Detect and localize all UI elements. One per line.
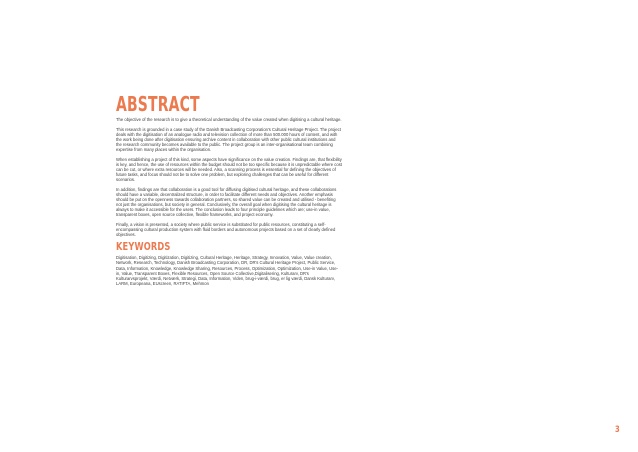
- abstract-paragraph-5: Finally, a vision is presented, a society where public service is substituted for public resources, constituting a self-encompassing cultural production system with fluid borders and autonomous projects based on a set of clearly defined objectives.: [116, 221, 336, 237]
- abstract-heading: ABSTRACT: [116, 92, 200, 116]
- text-column: [116, 94, 342, 286]
- keywords-list: Digitisation, Digitizing, Digitization, Digitizing, Cultural Heritage, Heritage, Strategy, Innovation, Value, Value creation, Network, Research, Technology, Danish Broadcasting Corporation, DR, DR's Cultural Heritage Project, Public Service, Data, Information, Knowledge, Knowledge Sharing, Resources, Process, Optimization, Optimization, Use-in Value, Use-in, Value, Transparent Boxes, Flexible Resources, Open Source Collective,Digitalisering, Kulturarv, DR's Kulturarvsprojekt, Værdi, Netværk, Strategi, Data, Information, Viden, brug-i-værdi, brug, er lig værdi, Dansk Kulturarv, LARM, Europeana, EUscreen, RATIFTA, Mehmon: [116, 255, 338, 286]
- page-number: 3: [615, 425, 620, 435]
- abstract-paragraph-1: The objective of the research is to give a theoretical understanding of the value created when digitising a cultural heritage.: [116, 117, 342, 122]
- abstract-paragraph-4: In addition, findings are that collaboration is a good tool for diffusing digitised cultural heritage, and these collaborations should have a variable, decentralized structure, in order to facilitate different needs and objectives. Another emphasis should be put on the openness towards collaboration partners, so shared value can be created and utilised - benefiting not just the organisations, but society in general. Conclusively, the overall goal when digitising the cultural heritage is always to make it accessible for the users. The conclusion leads to four principle guidelines which are; use-in value, transparent boxes, open source collective, flexible frameworks, and project economy.: [116, 186, 337, 217]
- abstract-paragraph-2: This research is grounded in a case study of the Danish Broadcasting Corporation's Cultural Heritage Project. The project deals with the digitisation of an analogue radio and television collection of more than 500.000 hours of content, and with the work being done after digitisation ensuring archive content in collaboration with other public cultural institutions and the research community becomes available to the public. The project group is an inter-organisational team combining expertise from many places within the organisation.: [116, 126, 341, 152]
- keywords-heading: KEYWORDS: [116, 240, 171, 254]
- abstract-paragraph-3: When establishing a project of this kind, some aspects have significance on the value creation. Findings are, that flexibility is key, and hence, the use of resources within the budget should not be too specific because it is unpredictable where cost can be cut, or where extra resources will be needed. Also, a scanning process is essential for defining the objectives of future tasks, and focus should not be to solve one problem, but exploring challenges that can be useful for different scenarios.: [116, 156, 342, 182]
